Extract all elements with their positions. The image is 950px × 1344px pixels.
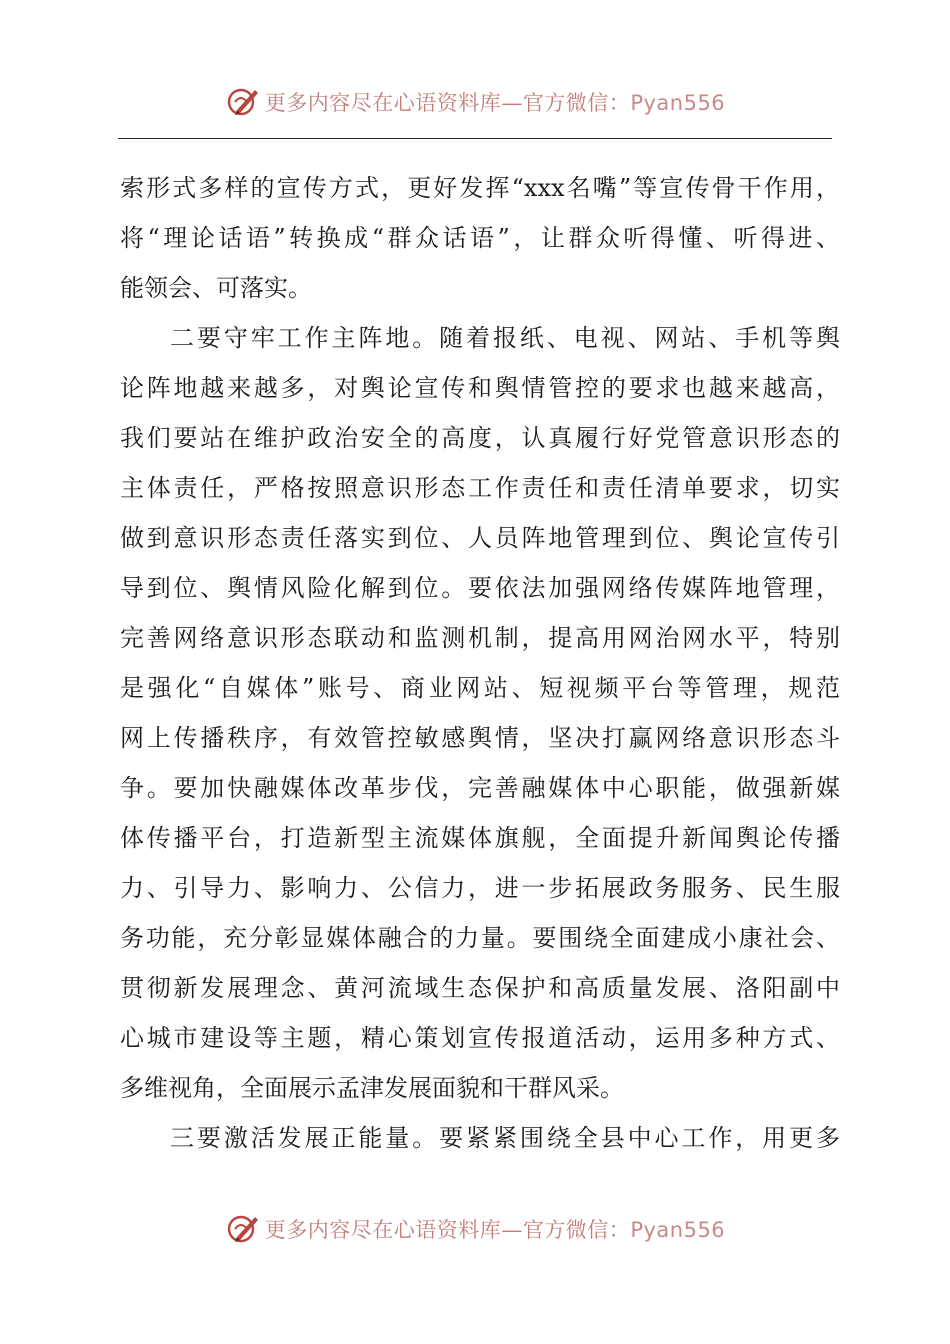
text-line: 多维视角，全面展示孟津发展面貌和干群风采。 <box>120 1074 624 1102</box>
text-line: 我们要站在维护政治安全的高度，认真履行好党管意识形态的 <box>120 424 840 452</box>
text-line: 完善网络意识形态联动和监测机制，提高用网治网水平，特别 <box>120 624 840 652</box>
text-line: 主体责任，严格按照意识形态工作责任和责任清单要求，切实 <box>120 474 840 502</box>
text-line: 导到位、舆情风险化解到位。要依法加强网络传媒阵地管理， <box>120 574 840 602</box>
footer-banner <box>0 1209 950 1249</box>
text-line: 网上传播秩序，有效管控敏感舆情，坚决打赢网络意识形态斗 <box>120 724 840 752</box>
text-line: 将“理论话语”转换成“群众话语”，让群众听得懂、听得进、 <box>120 224 840 252</box>
pen-logo-icon <box>225 84 261 120</box>
text-line: 体传播平台，打造新型主流媒体旗舰，全面提升新闻舆论传播 <box>120 824 840 852</box>
pen-logo-icon <box>225 1211 261 1247</box>
text-line: 心城市建设等主题，精心策划宣传报道活动，运用多种方式、 <box>120 1024 840 1052</box>
text-line: 是强化“自媒体”账号、商业网站、短视频平台等管理，规范 <box>120 674 840 702</box>
text-line: 贯彻新发展理念、黄河流域生态保护和高质量发展、洛阳副中 <box>120 974 840 1002</box>
paragraph-start-line: 二要守牢工作主阵地。随着报纸、电视、网站、手机等舆 <box>170 324 840 352</box>
text-line: 务功能，充分彰显媒体融合的力量。要围绕全面建成小康社会、 <box>120 924 840 952</box>
header-banner-text: 更多内容尽在心语资料库—官方微信：Pyan556 <box>264 91 726 115</box>
text-line: 做到意识形态责任落实到位、人员阵地管理到位、舆论宣传引 <box>120 524 840 552</box>
text-line: 索形式多样的宣传方式，更好发挥“xxx名嘴”等宣传骨干作用， <box>120 174 840 202</box>
text-line: 论阵地越来越多，对舆论宣传和舆情管控的要求也越来越高， <box>120 374 840 402</box>
text-line: 能领会、可落实。 <box>120 274 312 302</box>
text-line: 力、引导力、影响力、公信力，进一步拓展政务服务、民生服 <box>120 874 840 902</box>
header-divider <box>118 138 832 139</box>
header-banner <box>0 82 950 122</box>
footer-banner-text: 更多内容尽在心语资料库—官方微信：Pyan556 <box>264 1218 726 1242</box>
paragraph-start-line: 三要激活发展正能量。要紧紧围绕全县中心工作，用更多 <box>170 1124 840 1152</box>
text-line: 争。要加快融媒体改革步伐，完善融媒体中心职能，做强新媒 <box>120 774 840 802</box>
